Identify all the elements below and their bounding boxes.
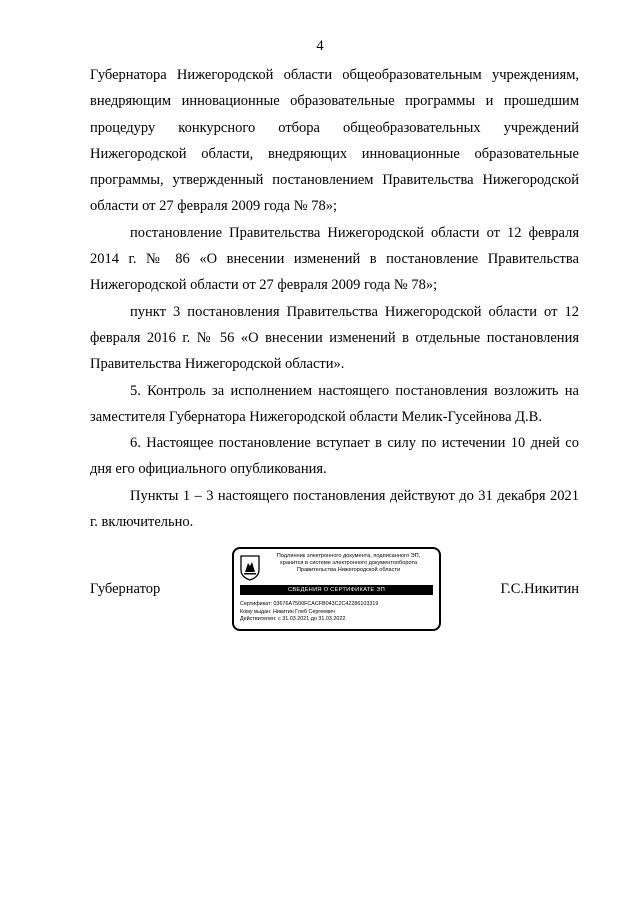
certificate-serial: Сертификат: 03676A7500FCACFB043C2C42286103319 [240,601,379,607]
document-body [90,62,579,535]
certificate-owner: Кому выдан: Никитин Глеб Сергеевич [240,608,335,615]
stamp-header [264,553,433,574]
paragraph-resolution-2016: пункт 3 постановления Правительства Нижегородской области от 12 февраля 2016 г. № 56 «О внесении изменений в отдельные постановления Правительства Нижегородской области». [90,303,579,373]
signature-block [90,547,579,633]
stamp-header-line: Подлинник электронного документа, подписанного ЭП, [276,553,421,559]
stamp-header-line: хранится в системе электронного документооборота [279,560,418,566]
electronic-signature-stamp [232,547,441,631]
certificate-info-bar: СВЕДЕНИЯ О СЕРТИФИКАТЕ ЭП [240,585,433,595]
paragraph-resolution-2014: постановление Правительства Нижегородской области от 12 февраля 2014 г. № 86 «О внесении изменений в постановление Правительства Нижегородской области от 27 февраля 2009 года № 78»; [90,224,579,294]
paragraph-items-validity: Пункты 1 – 3 настоящего постановления действуют до 31 декабря 2021 г. включительно. [90,487,579,531]
coat-of-arms-icon [240,555,260,581]
paragraph-item-6: 6. Настоящее постановление вступает в силу по истечении 10 дней со дня его официального опубликования. [90,435,579,478]
paragraph-continuation: Губернатора Нижегородской области общеобразовательным учреждениям, внедряющим инновационные образовательные программы и прошедшим процедуру конкурсного отбора общеобразовательных учреждений Нижегородской области, внедряющих инновационные образовательные программы, утвержденный постановлением Правительства Нижегородской области от 27 февраля 2009 года № 78»; [90,67,579,215]
paragraph-item-5: 5. Контроль за исполнением настоящего постановления возложить на заместителя Губернатора Нижегородской области Мелик-Гусейнова Д.В. [90,382,579,425]
signatory-name: Г.С.Никитин [500,581,579,597]
certificate-details [240,601,433,624]
signatory-title: Губернатор [90,581,161,597]
page-number: 4 [316,38,324,54]
certificate-validity: Действителен: с 31.03.2021 до 31.03.2022 [240,616,346,623]
stamp-header-line: Правительства Нижегородской области [296,567,401,573]
